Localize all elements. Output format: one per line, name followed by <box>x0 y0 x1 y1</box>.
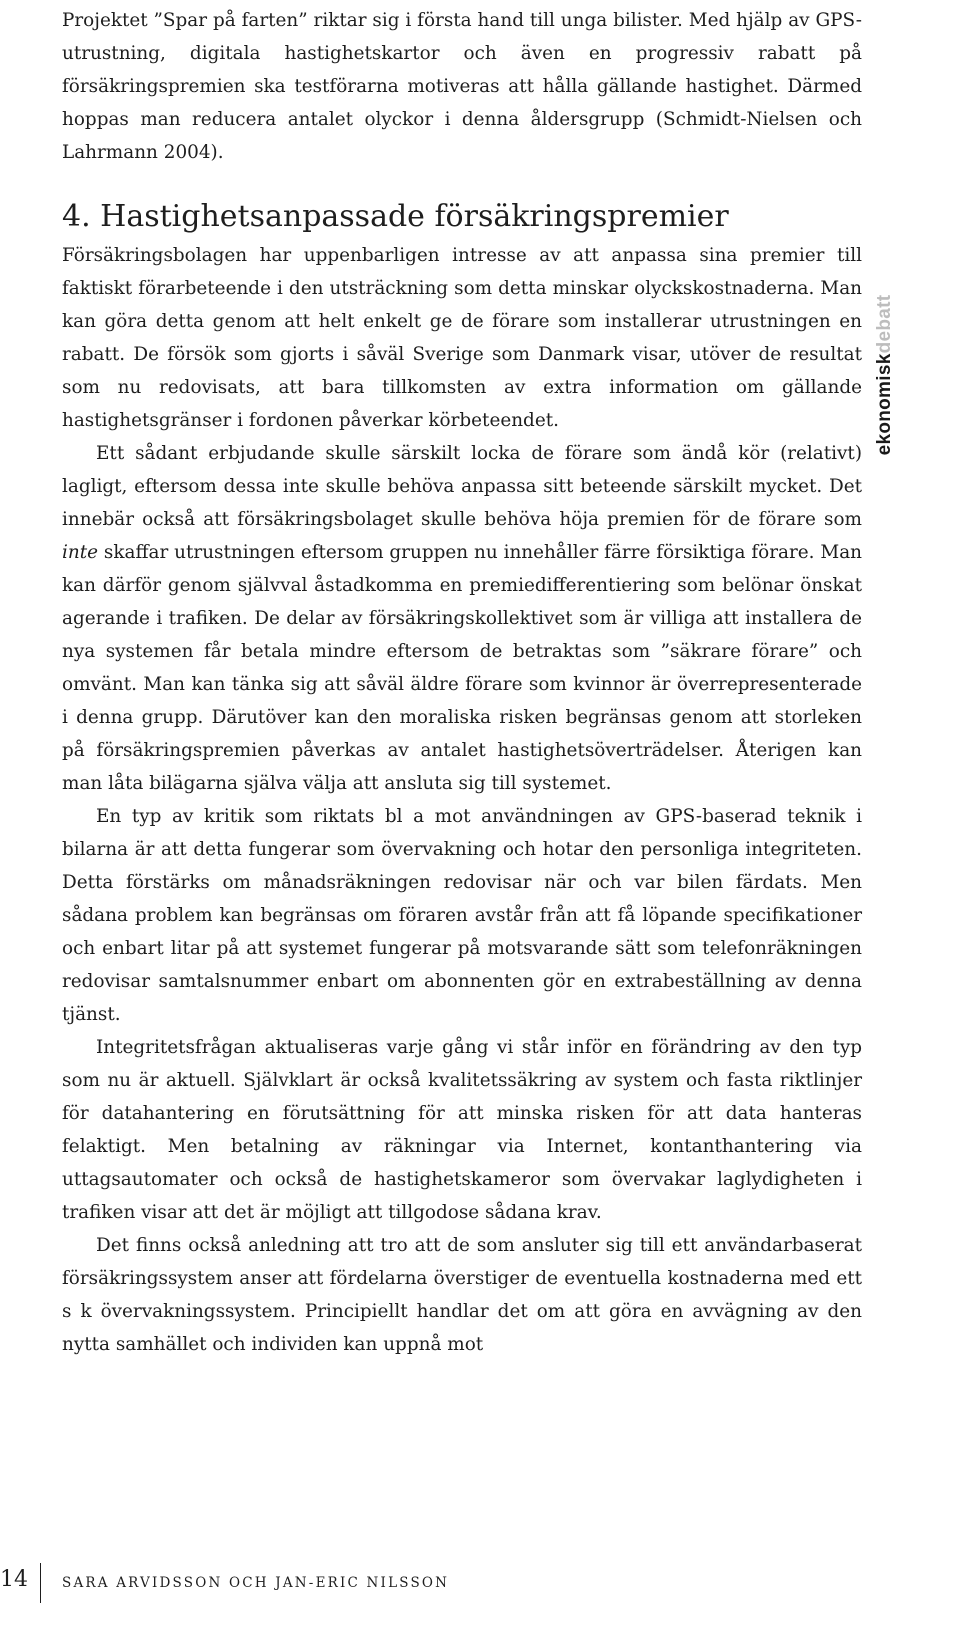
intro-paragraph: Projektet ”Spar på farten” riktar sig i första hand till unga bilister. Med hjälp av GPS-utrustning, digitala hastighetskartor och även en progressiv rabatt på försäkringspremien ska testförarna motiveras att hålla gällande hastighet. Därmed hoppas man reducera antalet olyckor i denna åldersgrupp (Schmidt-Nielsen och Lahrmann 2004). <box>62 10 862 163</box>
body-paragraph-4: Integritetsfrågan aktualiseras varje gång vi står inför en förändring av den typ som nu är aktuell. Självklart är också kvalitetssäkring av system och fasta riktlinjer för datahantering en förutsättning för att minska risken för att data hanteras felaktigt. Men betalning av räkningar via Internet, kontanthantering via uttagsautomater och också de hastighetskameror som övervakar laglydigheten i trafiken visar att det är möjligt att tillgodose sådana krav. <box>62 1037 862 1223</box>
footer-authors: SARA ARVIDSSON OCH JAN-ERIC NILSSON <box>62 1575 450 1591</box>
body-paragraph-5: Det finns också anledning att tro att de som ansluter sig till ett användarbaserat försäkringssystem anser att fördelarna överstiger de eventuella kostnaderna med ett s k övervakningssystem. Principiellt handlar det om att göra en avvägning av den nytta samhället och individen kan uppnå mot <box>62 1235 862 1355</box>
journal-side-tab <box>870 280 900 470</box>
body-paragraph-2 <box>62 437 862 800</box>
paragraph-2-text-a: Ett sådant erbjudande skulle särskilt locka de förare som ändå kör (relativt) lagligt, eftersom dessa inte skulle behöva anpassa sitt beteende särskilt mycket. Det innebär också att försäkringsbolaget skulle behöva höja premien för de förare som <box>62 443 862 530</box>
section-heading: 4. Hastighetsanpassade försäkringspremier <box>62 199 729 234</box>
journal-name-part-2: debatt <box>874 294 895 354</box>
journal-name-part-1: ekonomisk <box>874 353 895 456</box>
journal-name <box>874 295 896 456</box>
footer-divider <box>40 1563 41 1603</box>
body-paragraph-3: En typ av kritik som riktats bl a mot användningen av GPS-baserad teknik i bilarna är att detta fungerar som övervakning och hotar den personliga integriteten. Detta förstärks om månadsräkningen redovisar när och var bilen färdats. Men sådana problem kan begränsas om föraren avstår från att få löpande specifikationer och enbart litar på att systemet fungerar på motsvarande sätt som telefonräkningen redovisar samtalsnummer enbart om abonnenten gör en extrabeställning av denna tjänst. <box>62 806 862 1025</box>
page-footer <box>0 1563 960 1603</box>
emphasis-inte: inte <box>62 542 99 563</box>
article-body <box>62 4 862 1361</box>
page-number: 14 <box>0 1567 28 1592</box>
paragraph-2-text-b: skaffar utrustningen eftersom gruppen nu innehåller färre försiktiga förare. Man kan därför genom självval åstadkomma en premiedifferentiering som belönar önskat agerande i trafiken. De delar av försäkringskollektivet som är villiga att installera de nya systemen får betala mindre eftersom de betraktas som ”säkrare förare” och omvänt. Man kan tänka sig att såväl äldre förare som kvinnor är överrepresenterade i denna grupp. Därutöver kan den moraliska risken begränsas genom att storleken på försäkringspremien påverkas av antalet hastighetsöverträdelser. Återigen kan man låta bilägarna själva välja att ansluta sig till systemet. <box>62 542 862 794</box>
body-paragraph-1: Försäkringsbolagen har uppenbarligen intresse av att anpassa sina premier till faktiskt förarbeteende i den utsträckning som detta minskar olyckskostnaderna. Man kan göra detta genom att helt enkelt ge de förare som installerar utrustningen en rabatt. De försök som gjorts i såväl Sverige som Danmark visar, utöver de resultat som nu redovisats, att bara tillkomsten av extra information om gällande hastighetsgränser i fordonen påverkar körbeteendet. <box>62 245 862 431</box>
